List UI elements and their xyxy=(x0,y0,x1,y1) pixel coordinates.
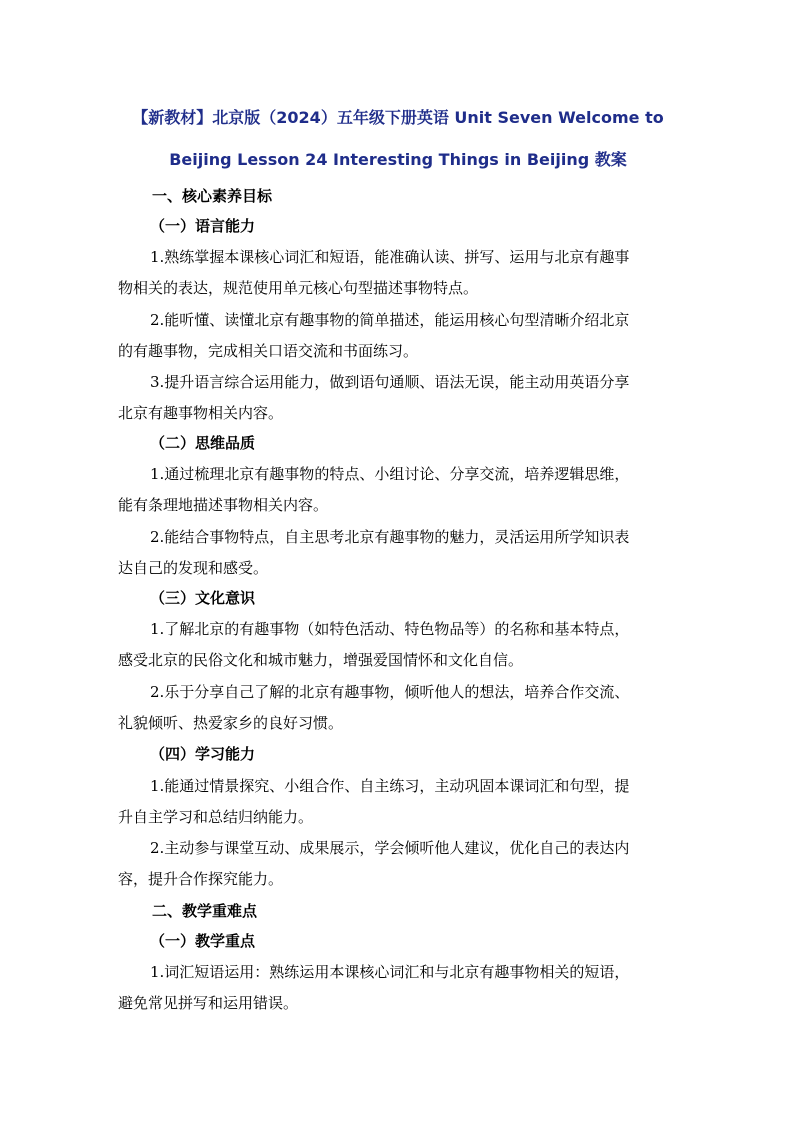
subsection-heading-thinking: （二）思维品质 xyxy=(150,434,256,452)
paragraph-line: 升自主学习和总结归纳能力。 xyxy=(118,808,314,826)
paragraph-line: 2.主动参与课堂互动、成果展示，学会倾听他人建议，优化自己的表达内 xyxy=(150,839,630,857)
subsection-heading-teaching-focus: （一）教学重点 xyxy=(150,932,256,950)
paragraph-line: 1.熟练掌握本课核心词汇和短语，能准确认读、拼写、运用与北京有趣事 xyxy=(150,248,630,266)
subsection-heading-learning: （四）学习能力 xyxy=(150,745,256,763)
subsection-heading-language: （一）语言能力 xyxy=(150,217,256,235)
document-title-line-1: 【新教材】北京版（2024）五年级下册英语 Unit Seven Welcome to xyxy=(132,108,664,127)
paragraph-line: 1.通过梳理北京有趣事物的特点、小组讨论、分享交流，培养逻辑思维， xyxy=(150,465,630,483)
paragraph-line: 感受北京的民俗文化和城市魅力，增强爱国情怀和文化自信。 xyxy=(118,651,524,669)
paragraph-line: 1.了解北京的有趣事物（如特色活动、特色物品等）的名称和基本特点， xyxy=(150,620,630,638)
paragraph-line: 北京有趣事物相关内容。 xyxy=(118,404,284,422)
paragraph-line: 达自己的发现和感受。 xyxy=(118,559,269,577)
document-title-line-2: Beijing Lesson 24 Interesting Things in Beijing 教案 xyxy=(169,150,627,169)
paragraph-line: 容，提升合作探究能力。 xyxy=(118,870,284,888)
paragraph-line: 2.乐于分享自己了解的北京有趣事物，倾听他人的想法，培养合作交流、 xyxy=(150,683,630,701)
paragraph-line: 1.能通过情景探究、小组合作、自主练习，主动巩固本课词汇和句型，提 xyxy=(150,777,630,795)
paragraph-line: 3.提升语言综合运用能力，做到语句通顺、语法无误，能主动用英语分享 xyxy=(150,373,630,391)
paragraph-line: 1.词汇短语运用：熟练运用本课核心词汇和与北京有趣事物相关的短语， xyxy=(150,963,630,981)
paragraph-line: 的有趣事物，完成相关口语交流和书面练习。 xyxy=(118,342,419,360)
paragraph-line: 能有条理地描述事物相关内容。 xyxy=(118,496,329,514)
section-heading-objectives: 一、核心素养目标 xyxy=(152,187,273,205)
paragraph-line: 避免常见拼写和运用错误。 xyxy=(118,994,299,1012)
paragraph-line: 2.能听懂、读懂北京有趣事物的简单描述，能运用核心句型清晰介绍北京 xyxy=(150,311,630,329)
paragraph-line: 礼貌倾听、热爱家乡的良好习惯。 xyxy=(118,714,344,732)
section-heading-key-points: 二、教学重难点 xyxy=(152,902,258,920)
paragraph-line: 物相关的表达，规范使用单元核心句型描述事物特点。 xyxy=(118,279,479,297)
subsection-heading-culture: （三）文化意识 xyxy=(150,589,256,607)
paragraph-line: 2.能结合事物特点，自主思考北京有趣事物的魅力，灵活运用所学知识表 xyxy=(150,528,630,546)
